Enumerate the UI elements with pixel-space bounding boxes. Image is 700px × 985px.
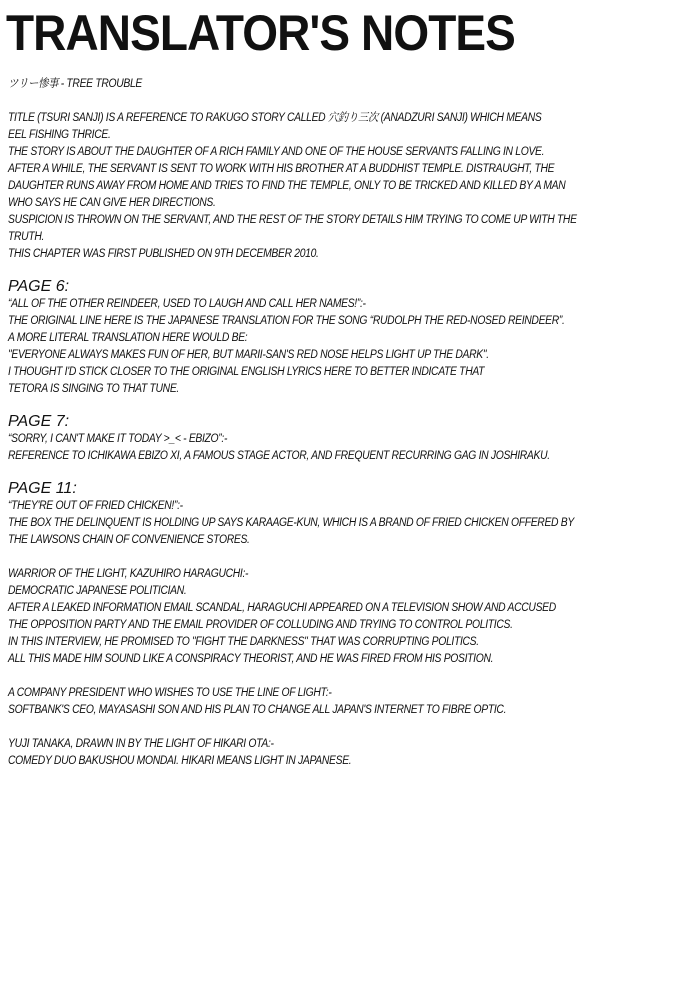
text-line: TRUTH. — [8, 231, 45, 243]
text-line: THE OPPOSITION PARTY AND THE EMAIL PROVIDER OF COLLUDING AND TRYING TO CONTROL POLITICS. — [8, 619, 513, 631]
text-line: REFERENCE TO ICHIKAWA EBIZO XI, A FAMOUS STAGE ACTOR, AND FREQUENT RECURRING GAG IN JOSHIRAKU. — [8, 450, 550, 462]
text-line: IN THIS INTERVIEW, HE PROMISED TO "FIGHT THE DARKNESS" THAT WAS CORRUPTING POLITICS. — [8, 636, 479, 648]
text-line: COMEDY DUO BAKUSHOU MONDAI. HIKARI MEANS LIGHT IN JAPANESE. — [8, 755, 352, 767]
text-line: TETORA IS SINGING TO THAT TUNE. — [8, 383, 179, 395]
text-line: I THOUGHT I'D STICK CLOSER TO THE ORIGINAL ENGLISH LYRICS HERE TO BETTER INDICATE THAT — [8, 366, 485, 378]
page-notes — [8, 278, 700, 770]
text-line: THE LAWSONS CHAIN OF CONVENIENCE STORES. — [8, 534, 250, 546]
text-line: AFTER A LEAKED INFORMATION EMAIL SCANDAL, HARAGUCHI APPEARED ON A TELEVISION SHOW AND ACCUSED — [8, 602, 556, 614]
notes-body — [8, 76, 700, 770]
text-line: DAUGHTER RUNS AWAY FROM HOME AND TRIES TO FIND THE TEMPLE, ONLY TO BE TRICKED AND KILLED BY A MAN — [8, 180, 566, 192]
text-line: A MORE LITERAL TRANSLATION HERE WOULD BE: — [8, 332, 248, 344]
text-line: TITLE (TSURI SANJI) IS A REFERENCE TO RAKUGO STORY CALLED 穴釣り三次 (ANADZURI SANJI) WHICH MEANS — [8, 112, 542, 124]
text-line: “SORRY, I CAN'T MAKE IT TODAY >_< - EBIZO”:- — [8, 433, 228, 445]
note-section-2 — [8, 413, 700, 465]
note-paragraph — [8, 685, 700, 719]
note-paragraph — [8, 498, 700, 549]
note-section-3 — [8, 480, 700, 770]
text-line: AFTER A WHILE, THE SERVANT IS SENT TO WORK WITH HIS BROTHER AT A BUDDHIST TEMPLE. DISTRAUGHT, THE — [8, 163, 555, 175]
note-paragraph — [8, 736, 700, 770]
note-section-1 — [8, 278, 700, 398]
chapter-subtitle: ツリー惨事 - TREE TROUBLE — [8, 78, 143, 90]
note-paragraph — [8, 296, 700, 398]
text-line: “THEY'RE OUT OF FRIED CHICKEN!”:- — [8, 500, 183, 512]
text-line: DEMOCRATIC JAPANESE POLITICIAN. — [8, 585, 187, 597]
text-line: THE STORY IS ABOUT THE DAUGHTER OF A RICH FAMILY AND ONE OF THE HOUSE SERVANTS FALLING IN LOVE. — [8, 146, 545, 158]
text-line: WHO SAYS HE CAN GIVE HER DIRECTIONS. — [8, 197, 216, 209]
text-line: WARRIOR OF THE LIGHT, KAZUHIRO HARAGUCHI:- — [8, 568, 249, 580]
section-heading: PAGE 7: — [8, 413, 70, 430]
text-line: A COMPANY PRESIDENT WHO WISHES TO USE THE LINE OF LIGHT:- — [8, 687, 332, 699]
page-title: TRANSLATOR'S NOTES — [6, 5, 515, 61]
text-line: THIS CHAPTER WAS FIRST PUBLISHED ON 9TH DECEMBER 2010. — [8, 248, 319, 260]
note-paragraph — [8, 431, 700, 465]
note-paragraph — [8, 566, 700, 668]
text-line: SUSPICION IS THROWN ON THE SERVANT, AND THE REST OF THE STORY DETAILS HIM TRYING TO COME UP WITH THE — [8, 214, 577, 226]
text-line: SOFTBANK'S CEO, MAYASASHI SON AND HIS PLAN TO CHANGE ALL JAPAN'S INTERNET TO FIBRE OPTIC. — [8, 704, 507, 716]
text-line: THE ORIGINAL LINE HERE IS THE JAPANESE TRANSLATION FOR THE SONG “RUDOLPH THE RED-NOSED REINDEER”. — [8, 315, 565, 327]
text-line: “ALL OF THE OTHER REINDEER, USED TO LAUGH AND CALL HER NAMES!”:- — [8, 298, 366, 310]
paragraph-gap — [8, 549, 700, 566]
section-heading: PAGE 6: — [8, 278, 70, 295]
paragraph-gap — [8, 719, 700, 736]
text-line: YUJI TANAKA, DRAWN IN BY THE LIGHT OF HIKARI OTA:- — [8, 738, 274, 750]
text-line: ALL THIS MADE HIM SOUND LIKE A CONSPIRACY THEORIST, AND HE WAS FIRED FROM HIS POSITION. — [8, 653, 494, 665]
text-line: EEL FISHING THRICE. — [8, 129, 111, 141]
paragraph-gap — [8, 668, 700, 685]
section-heading: PAGE 11: — [8, 480, 77, 497]
intro-paragraph — [8, 110, 700, 263]
text-line: "EVERYONE ALWAYS MAKES FUN OF HER, BUT MARII-SAN'S RED NOSE HELPS LIGHT UP THE DARK". — [8, 349, 489, 361]
text-line: THE BOX THE DELINQUENT IS HOLDING UP SAYS KARAAGE-KUN, WHICH IS A BRAND OF FRIED CHICKEN OFFERED BY — [8, 517, 574, 529]
